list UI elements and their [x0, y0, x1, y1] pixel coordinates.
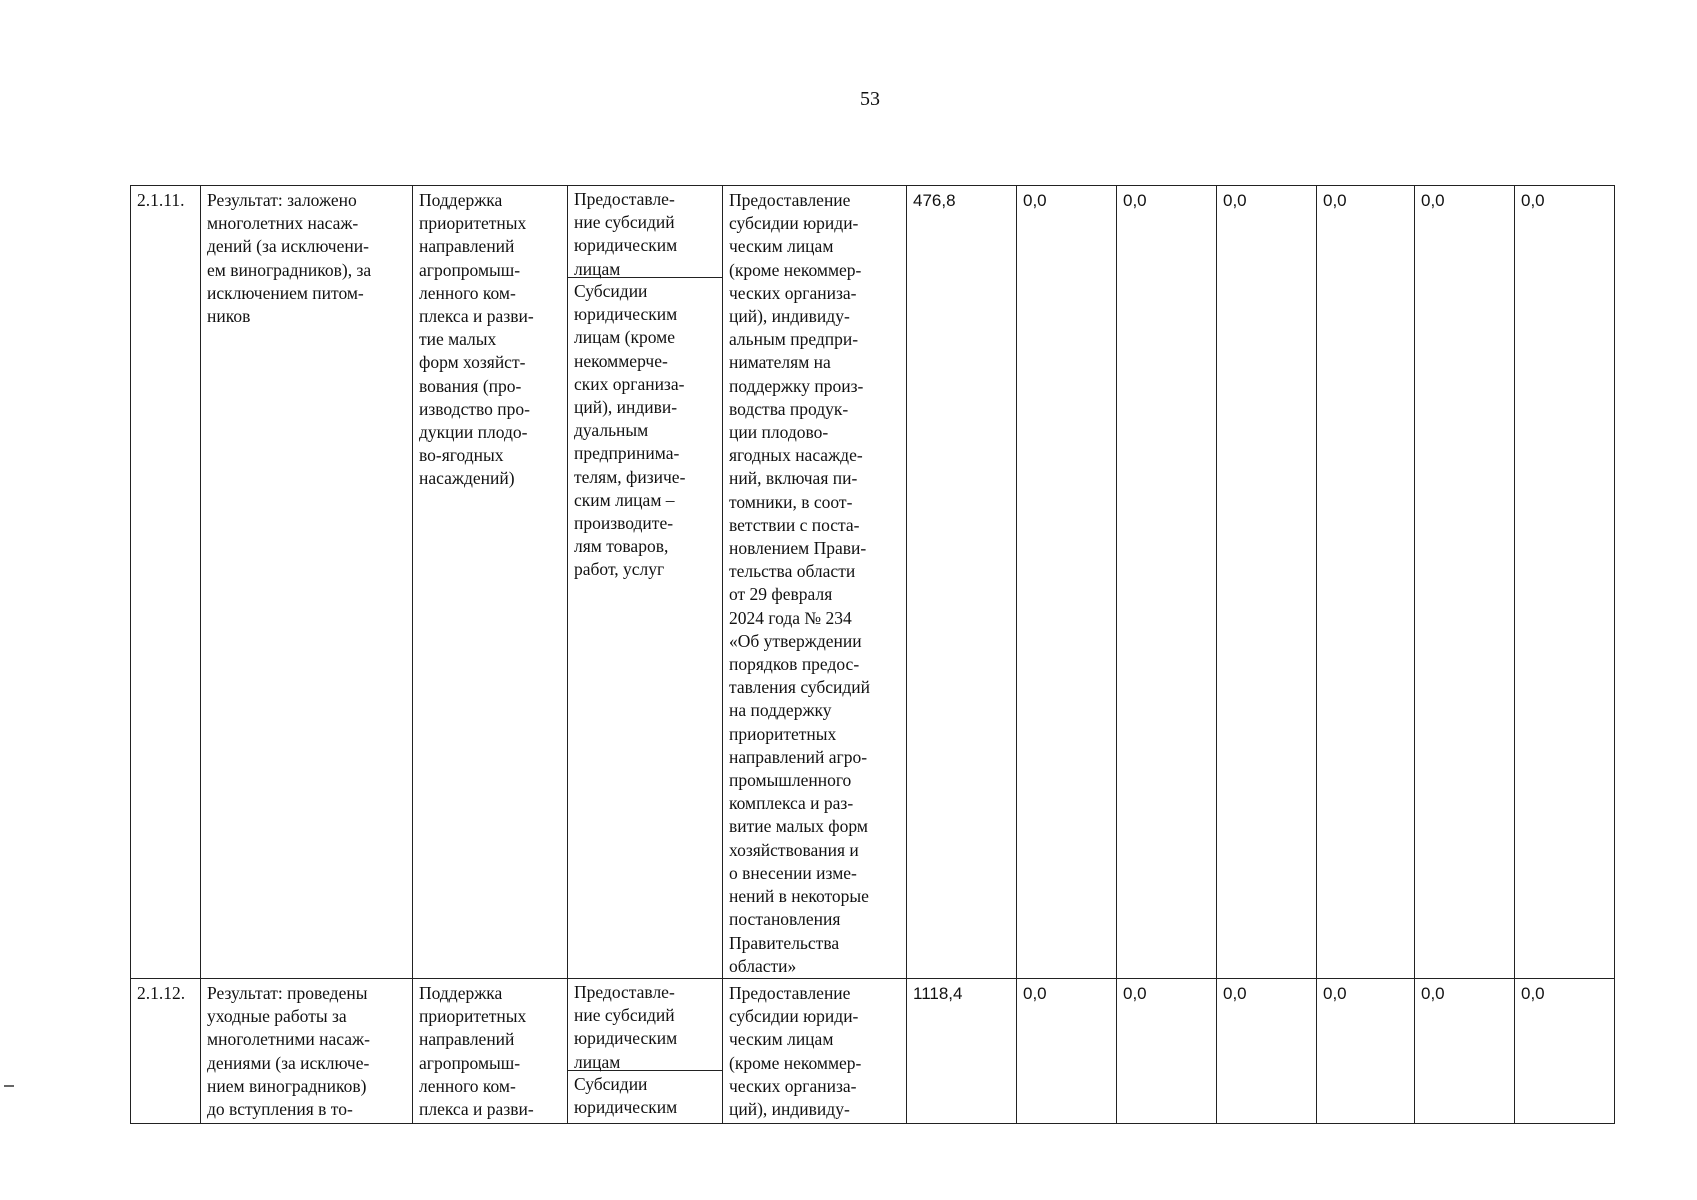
description-cell: Предоставление субсидии юриди- ческим лицам (кроме некоммер- ческих организа- ций), индивиду- альным предпри- нимателям на поддержку произ- водства продук- ции плодово- ягодных насажде- ний, включая пи- томники, в соот- ветствии с поста- новлением Прави- тельства области от 29 февраля 2024 года № 234 «Об утверждении порядков предос- тавления субсидий на поддержку приоритетных направлений агро- промышленного комплекса и раз- витие малых форм хозяйствования и о внесении изме- нений в некоторые постановления Правительства области» [723, 186, 907, 979]
measure-recipients: Субсидии юридическим лицам (кроме некоммерче- ских организа- ций), индиви- дуальным предпринима- телям, физиче- ским лицам – производите- лям товаров, работ, услуг [574, 281, 686, 580]
amount-cell: 0,0 [1217, 978, 1317, 1123]
page-number: 53 [860, 88, 880, 110]
table-row [131, 978, 1615, 1123]
amount-cell: 0,0 [1515, 978, 1615, 1123]
amount-cell: 0,0 [1317, 978, 1415, 1123]
row-code: 2.1.12. [131, 978, 201, 1123]
measure-type: Предоставле- ние субсидий юридическим лицам [568, 186, 722, 278]
margin-mark [4, 1085, 14, 1087]
measure-cell [568, 978, 723, 1123]
budget-table [130, 185, 1615, 1124]
amount-cell: 0,0 [1117, 978, 1217, 1123]
direction-cell: Поддержка приоритетных направлений агропромыш- ленного ком- плекса и разви- тие малых форм хозяйст- вования (про- изводство про- дукции плодо- во-ягодных насаждений) [413, 186, 568, 979]
table-row [131, 186, 1615, 979]
amount-cell: 0,0 [1415, 186, 1515, 979]
amount-cell: 0,0 [1017, 186, 1117, 979]
amount-cell: 0,0 [1317, 186, 1415, 979]
direction-cell: Поддержка приоритетных направлений агропромыш- ленного ком- плекса и разви- [413, 978, 568, 1123]
result-cell: Результат: заложено многолетних насаж- дений (за исключени- ем виноградников), за исключением питом- ников [201, 186, 413, 979]
amount-cell: 0,0 [1017, 978, 1117, 1123]
amount-cell: 476,8 [907, 186, 1017, 979]
amount-cell: 0,0 [1117, 186, 1217, 979]
result-cell: Результат: проведены уходные работы за многолетними насаж- дениями (за исключе- нием виноградников) до вступления в то- [201, 978, 413, 1123]
measure-type: Предоставле- ние субсидий юридическим лицам [568, 979, 722, 1071]
row-code: 2.1.11. [131, 186, 201, 979]
measure-cell [568, 186, 723, 979]
amount-cell: 0,0 [1415, 978, 1515, 1123]
amount-cell: 1118,4 [907, 978, 1017, 1123]
amount-cell: 0,0 [1217, 186, 1317, 979]
description-cell: Предоставление субсидии юриди- ческим лицам (кроме некоммер- ческих организа- ций), индивиду- [723, 978, 907, 1123]
measure-recipients: Субсидии юридическим [574, 1073, 678, 1118]
amount-cell: 0,0 [1515, 186, 1615, 979]
